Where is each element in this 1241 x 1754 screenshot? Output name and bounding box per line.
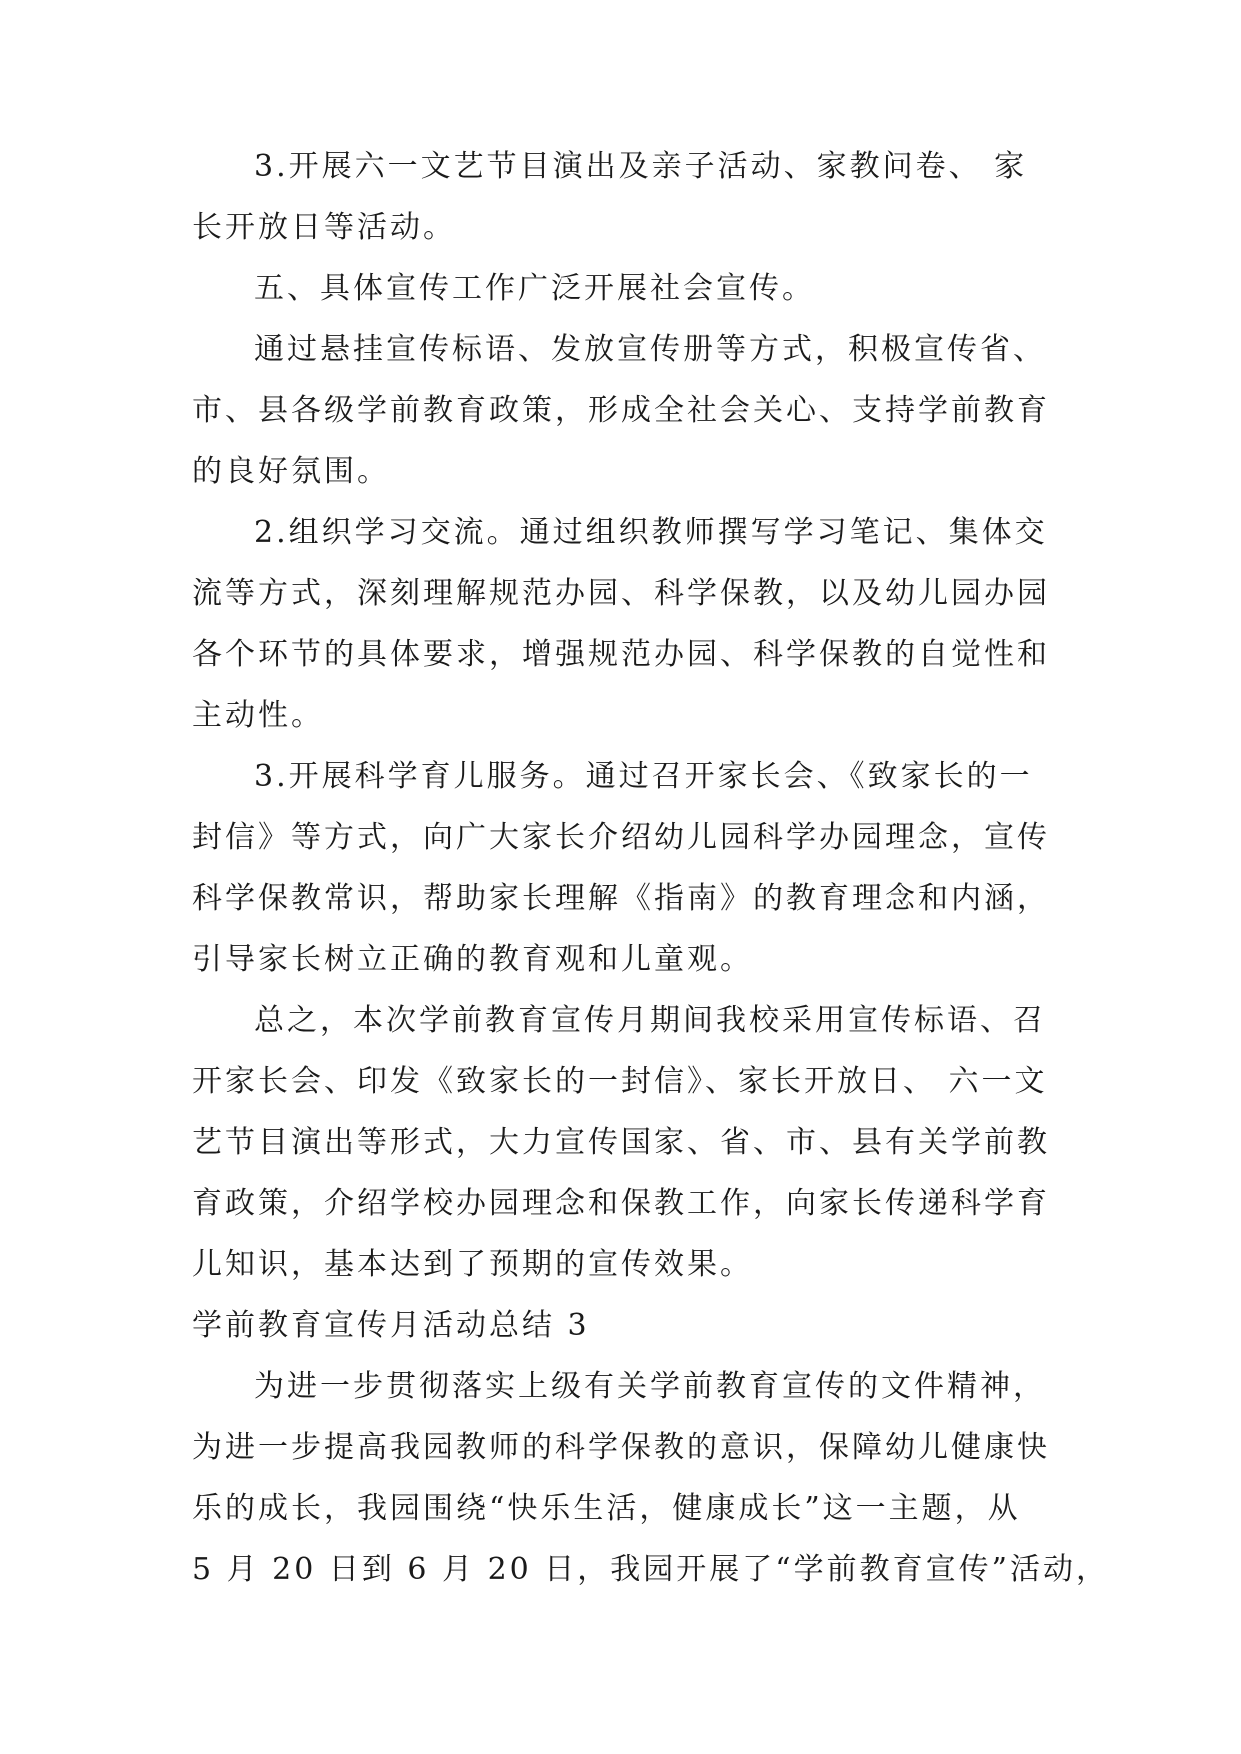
paragraph-line: 科学保教常识，帮助家长理解《指南》的教育理念和内涵， xyxy=(192,881,1050,916)
paragraph-line: 五、具体宣传工作广泛开展社会宣传。 xyxy=(254,271,815,306)
paragraph-line: 3.开展科学育儿服务。通过召开家长会、《致家长的一 xyxy=(254,759,1033,794)
paragraph-line: 的良好氛围。 xyxy=(192,454,390,489)
paragraph-line: 艺节目演出等形式，大力宣传国家、省、市、县有关学前教 xyxy=(192,1125,1050,1160)
paragraph-line: 育政策，介绍学校办园理念和保教工作，向家长传递科学育 xyxy=(192,1186,1050,1221)
paragraph-line: 3.开展六一文艺节目演出及亲子活动、家教问卷、 家 xyxy=(254,149,1028,184)
paragraph-line: 开家长会、印发《致家长的一封信》、家长开放日、 六一文 xyxy=(192,1064,1048,1099)
paragraph-line: 引导家长树立正确的教育观和儿童观。 xyxy=(192,942,753,977)
paragraph-line: 2.组织学习交流。通过组织教师撰写学习笔记、集体交 xyxy=(254,515,1048,550)
paragraph-line: 各个环节的具体要求，增强规范办园、科学保教的自觉性和 xyxy=(192,637,1050,672)
paragraph-line: 封信》等方式，向广大家长介绍幼儿园科学办园理念，宣传 xyxy=(192,820,1050,855)
paragraph-line: 5 月 20 日到 6 月 20 日，我园开展了“学前教育宣传”活动， xyxy=(192,1552,1109,1587)
paragraph-line: 乐的成长，我园围绕“快乐生活，健康成长”这一主题，从 xyxy=(192,1491,1021,1526)
paragraph-line: 为进一步贯彻落实上级有关学前教育宣传的文件精神， xyxy=(254,1369,1046,1404)
paragraph-line: 长开放日等活动。 xyxy=(192,210,456,245)
paragraph-line: 主动性。 xyxy=(192,698,324,733)
paragraph-line: 总之，本次学前教育宣传月期间我校采用宣传标语、召 xyxy=(254,1003,1046,1038)
paragraph-line: 为进一步提高我园教师的科学保教的意识，保障幼儿健康快 xyxy=(192,1430,1050,1465)
section-heading: 学前教育宣传月活动总结 3 xyxy=(192,1308,590,1343)
paragraph-line: 市、县各级学前教育政策，形成全社会关心、支持学前教育 xyxy=(192,393,1050,428)
paragraph-line: 儿知识，基本达到了预期的宣传效果。 xyxy=(192,1247,753,1282)
paragraph-line: 流等方式，深刻理解规范办园、科学保教，以及幼儿园办园 xyxy=(192,576,1050,611)
paragraph-line: 通过悬挂宣传标语、发放宣传册等方式，积极宣传省、 xyxy=(254,332,1046,367)
